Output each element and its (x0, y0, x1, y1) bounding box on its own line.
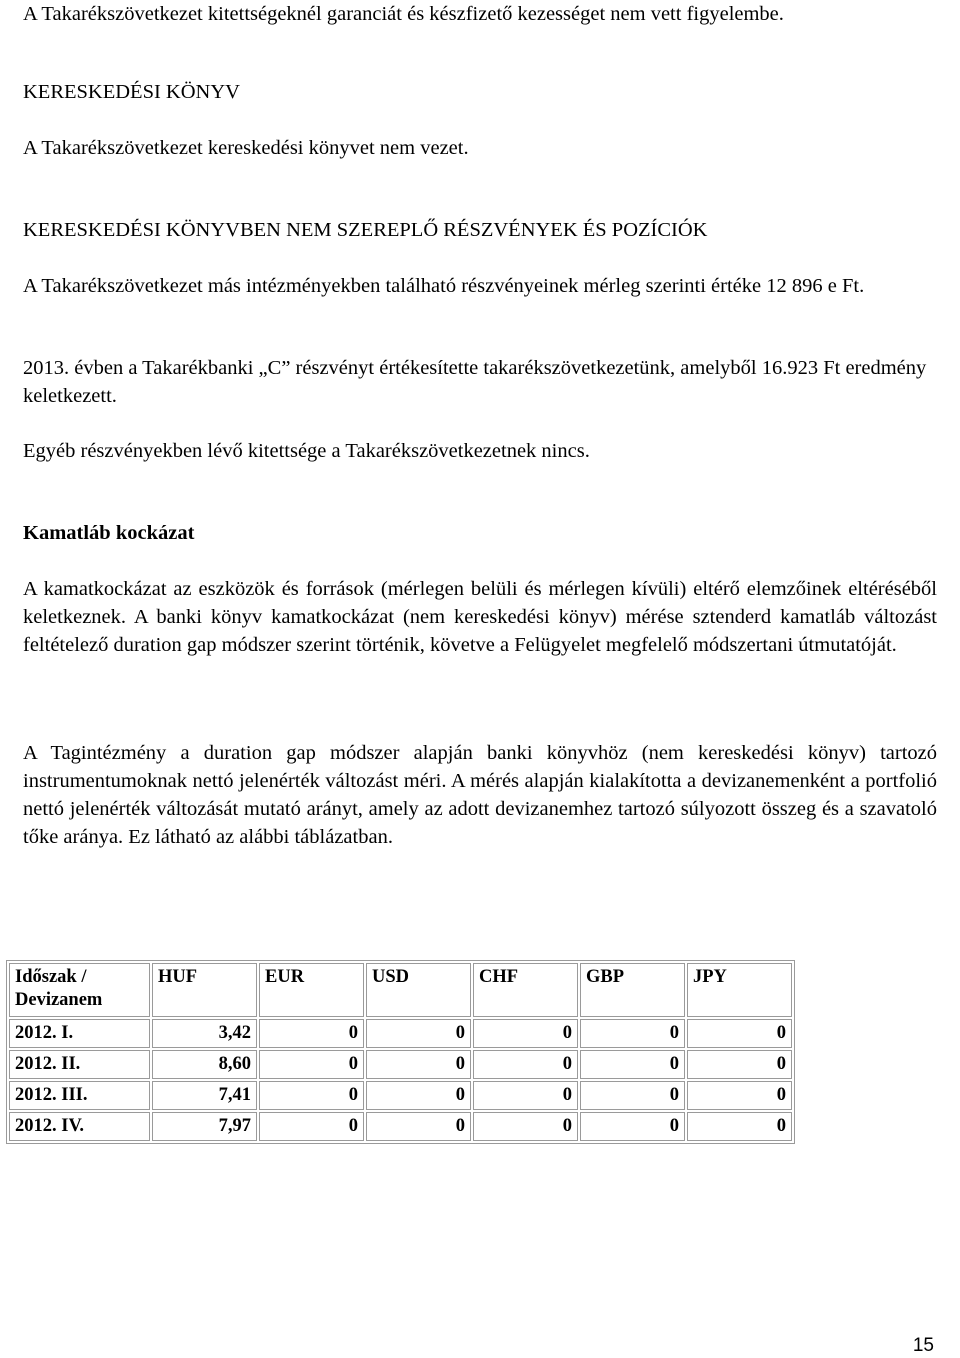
cell-gbp: 0 (580, 1081, 685, 1110)
cell-jpy: 0 (687, 1050, 792, 1079)
table-row (9, 1081, 792, 1110)
cell-jpy: 0 (687, 1112, 792, 1141)
cell-usd: 0 (366, 1019, 471, 1048)
intro-paragraph: A Takarékszövetkezet kitettségeknél garanciát és készfizető kezességet nem vett figyelembe. (23, 3, 784, 25)
cell-chf: 0 (473, 1019, 578, 1048)
section-heading-trading-book: KERESKEDÉSI KÖNYV (23, 81, 240, 103)
cell-eur: 0 (259, 1112, 364, 1141)
duration-gap-paragraph: A Tagintézmény a duration gap módszer alapján banki könyvhöz (nem kereskedési könyv) tartozó instrumentumoknak nettó jelenérték változást méri. A mérés alapján kialakította a devizanemenként a portfolió nettó jelenérték változását mutató arányt, amely az adott devizanemhez tartozó súlyozott összeg és a szavatoló tőke aránya. Ez látható az alábbi táblázatban. (23, 742, 937, 848)
table-row (9, 1050, 792, 1079)
shares-value-paragraph: A Takarékszövetkezet más intézményekben található részvényeinek mérleg szerinti értéke 12 896 e Ft. (23, 275, 865, 297)
interest-risk-paragraph: A kamatkockázat az eszközök és források (mérlegen belüli és mérlegen kívüli) eltérő elemzőinek eltéréséből keletkeznek. A banki könyv kamatkockázat (nem kereskedési könyv) mérése sztenderd kamatláb változást feltételező duration gap módszer szerint történik, követve a Felügyelet megfelelő módszertani útmutatóját. (23, 578, 937, 656)
cell-eur: 0 (259, 1050, 364, 1079)
cell-jpy: 0 (687, 1081, 792, 1110)
cell-huf: 8,60 (152, 1050, 257, 1079)
cell-gbp: 0 (580, 1050, 685, 1079)
shares-sale-paragraph: 2013. évben a Takarékbanki „C” részvényt értékesítette takarékszövetkezetünk, amelyből 16.923 Ft eredmény keletkezett. (23, 357, 927, 407)
cell-usd: 0 (366, 1112, 471, 1141)
header-cell-usd: USD (366, 963, 471, 1017)
section-heading-shares: KERESKEDÉSI KÖNYVBEN NEM SZEREPLŐ RÉSZVÉNYEK ÉS POZÍCIÓK (23, 219, 708, 241)
row-label: 2012. IV. (9, 1112, 150, 1141)
cell-chf: 0 (473, 1112, 578, 1141)
cell-gbp: 0 (580, 1112, 685, 1141)
header-cell-huf: HUF (152, 963, 257, 1017)
header-cell-period: Időszak / Devizanem (9, 963, 150, 1017)
header-cell-eur: EUR (259, 963, 364, 1017)
cell-eur: 0 (259, 1081, 364, 1110)
cell-huf: 7,41 (152, 1081, 257, 1110)
trading-book-paragraph: A Takarékszövetkezet kereskedési könyvet nem vezet. (23, 137, 469, 159)
other-shares-paragraph: Egyéb részvényekben lévő kitettsége a Takarékszövetkezetnek nincs. (23, 440, 590, 462)
header-cell-gbp: GBP (580, 963, 685, 1017)
cell-gbp: 0 (580, 1019, 685, 1048)
cell-huf: 7,97 (152, 1112, 257, 1141)
cell-eur: 0 (259, 1019, 364, 1048)
table-row (9, 1019, 792, 1048)
header-cell-jpy: JPY (687, 963, 792, 1017)
page-number: 15 (912, 1335, 934, 1356)
cell-huf: 3,42 (152, 1019, 257, 1048)
cell-usd: 0 (366, 1050, 471, 1079)
row-label: 2012. I. (9, 1019, 150, 1048)
cell-jpy: 0 (687, 1019, 792, 1048)
cell-chf: 0 (473, 1050, 578, 1079)
row-label: 2012. II. (9, 1050, 150, 1079)
cell-chf: 0 (473, 1081, 578, 1110)
cell-usd: 0 (366, 1081, 471, 1110)
table-row (9, 1112, 792, 1141)
header-cell-chf: CHF (473, 963, 578, 1017)
section-heading-interest-rate-risk: Kamatláb kockázat (23, 522, 195, 544)
currency-ratio-table (6, 960, 795, 1144)
table-header-row (9, 963, 792, 1017)
row-label: 2012. III. (9, 1081, 150, 1110)
